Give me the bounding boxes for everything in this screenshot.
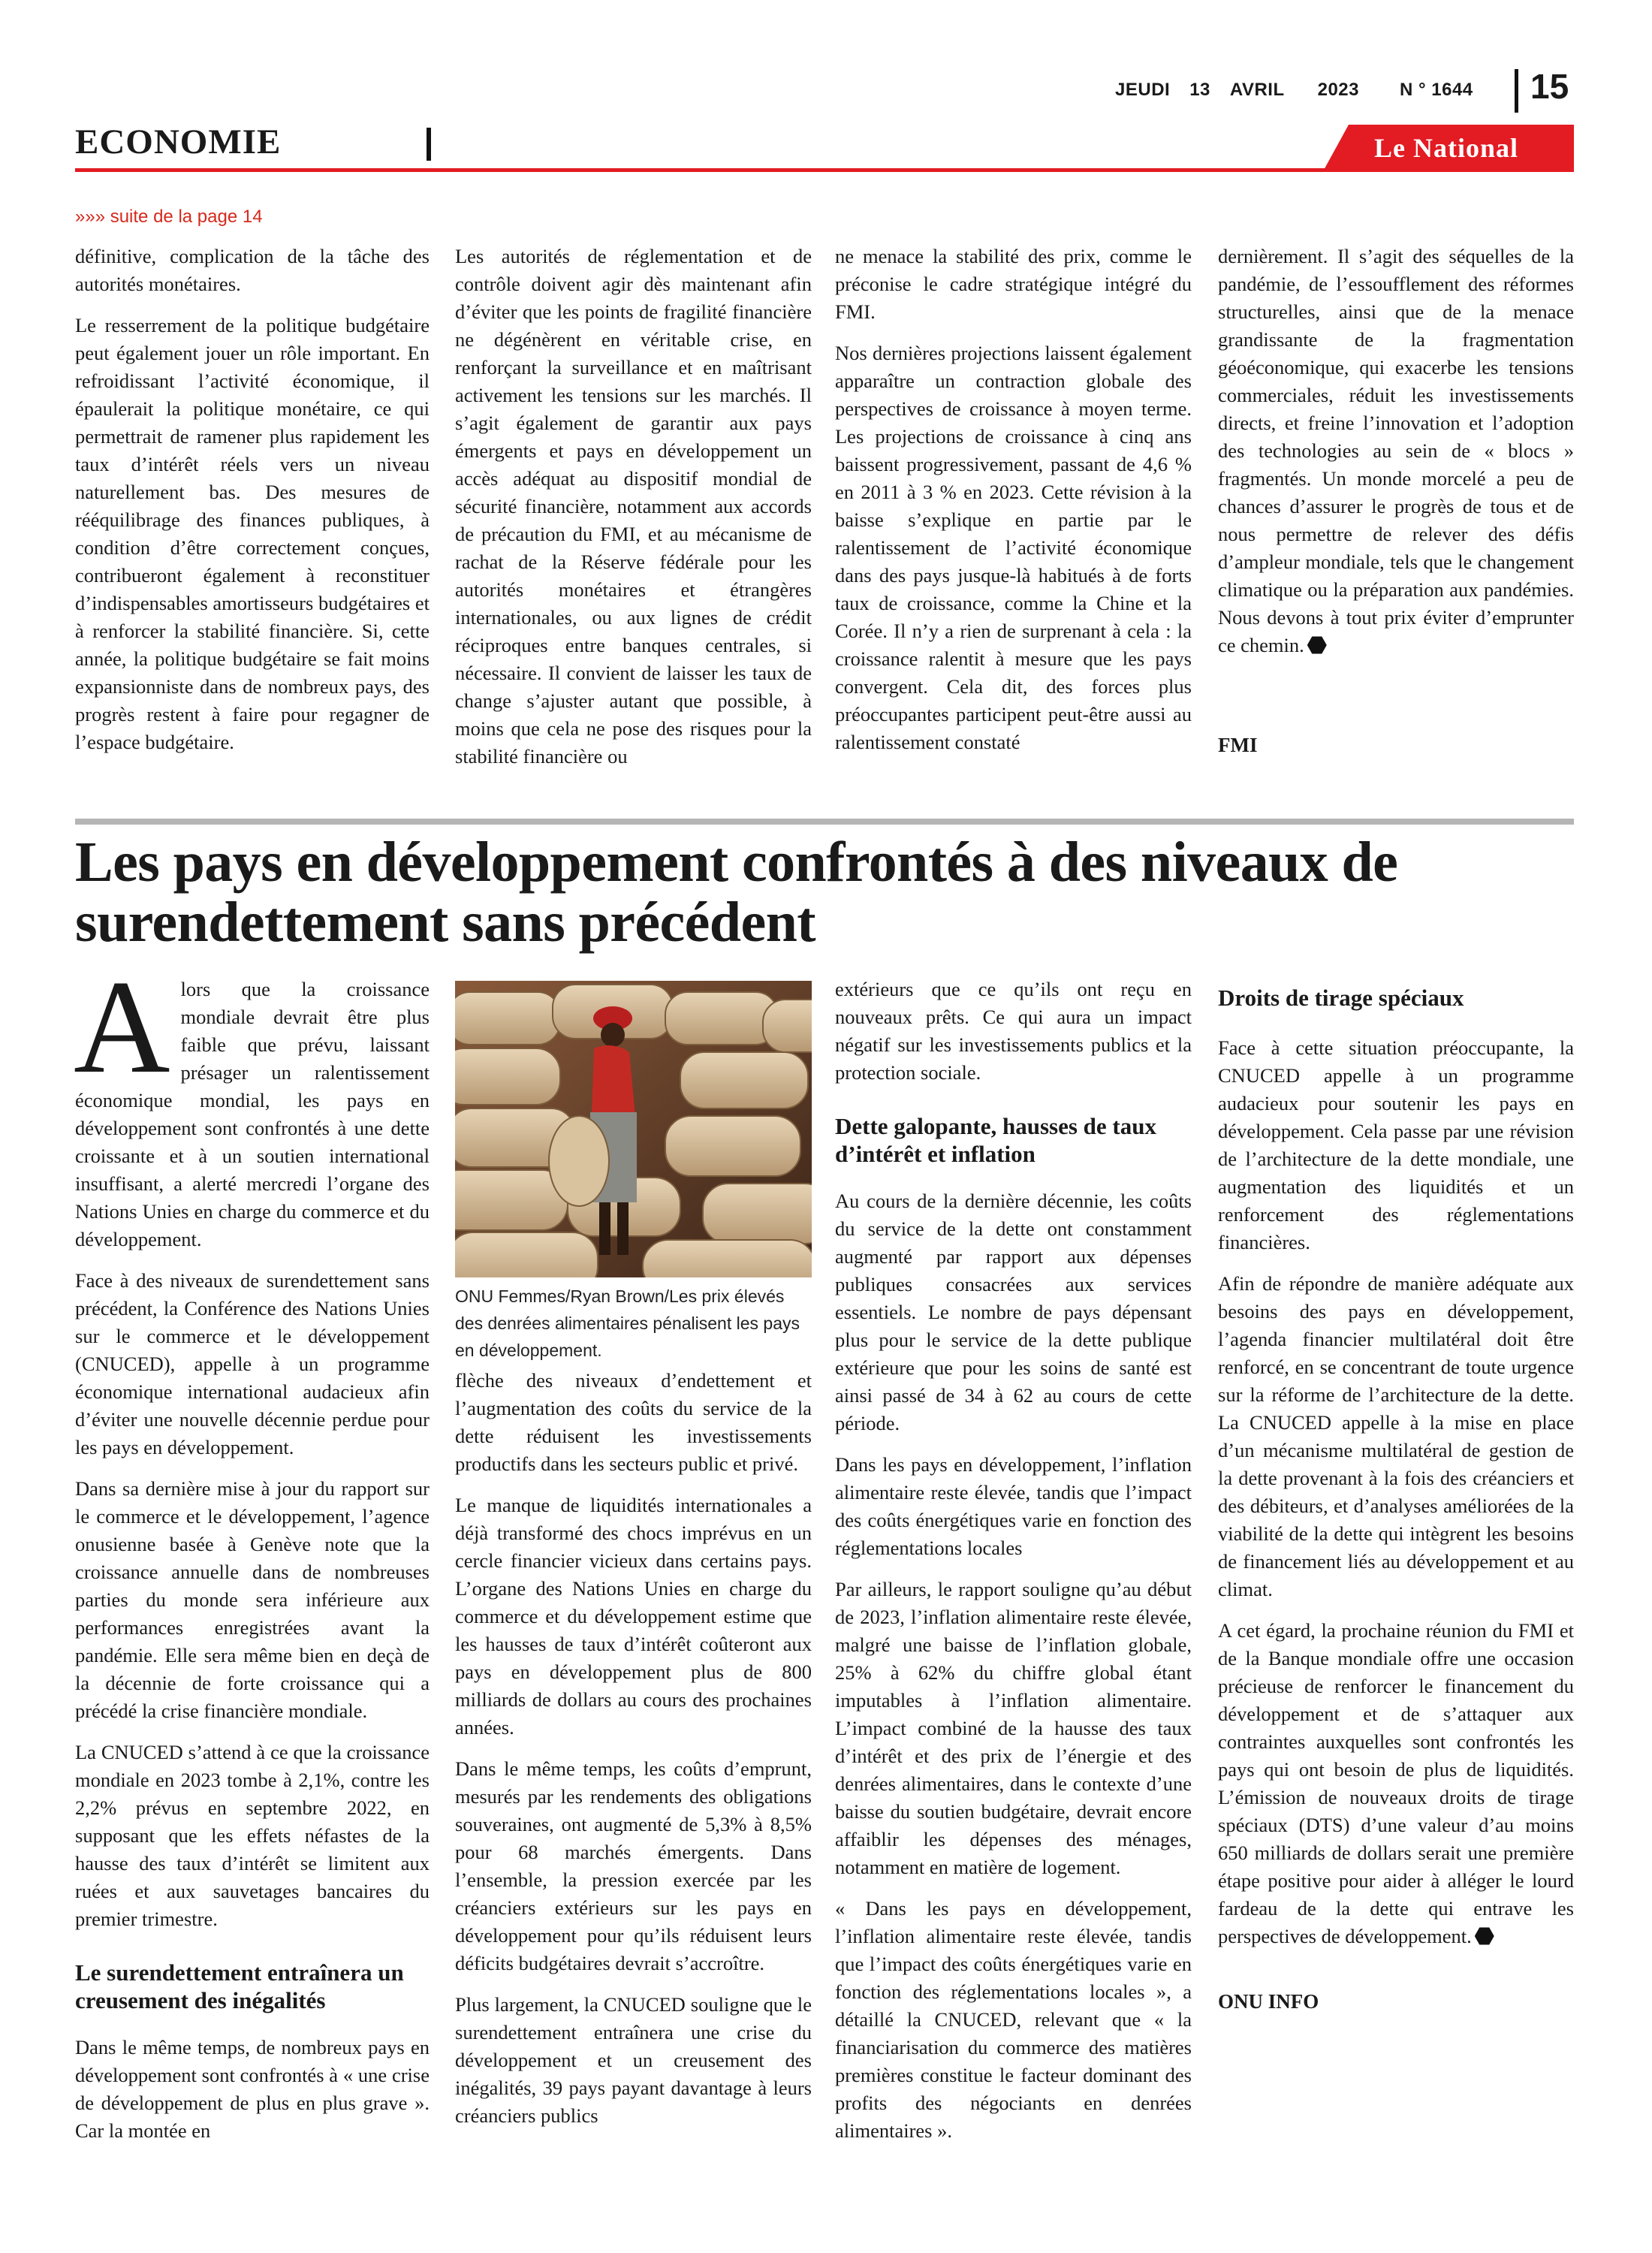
paragraph: Dans le même temps, les coûts d’emprunt, mesurés par les rendements des obligations souveraines, ont augmenté de 5,3% à 8,5% pour 68 marchés émergents. Dans l’ensemble, la pression exercée par les créanciers extérieurs sur les pays en développement pour qu’ils réduisent leurs déficits budgétaires devrait s’accroître. <box>455 1757 812 1974</box>
main-article-column-1 <box>74 952 430 2145</box>
paragraph: flèche des niveaux d’endettement et l’augmentation des coûts du service de la dette réduisent les investissements productifs dans les secteurs public et privé. <box>455 1369 812 1475</box>
page-number-separator <box>1515 69 1518 113</box>
top-article-column-4 <box>1218 243 1574 659</box>
paragraph: Par ailleurs, le rapport souligne qu’au début de 2023, l’inflation alimentaire reste élevée, malgré une baisse de l’inflation globale, 25% à 62% du chiffre global étant imputables à l’inflation alimentaire. L’impact combiné de la hausse des taux d’intérêt et des prix de l’énergie et des denrées alimentaires, dans le contexte d’une baisse du soutien budgétaire, devrait encore affaiblir les dépenses des ménages, notamment en matière de logement. <box>835 1578 1192 1878</box>
paragraph: Plus largement, la CNUCED souligne que le surendettement entraînera une crise du développement et un creusement des inégalités, 39 pays payant davantage à leurs créanciers publics <box>455 1993 812 2127</box>
main-article-column-2 <box>455 1367 812 2130</box>
section-divider <box>427 128 431 161</box>
paragraph: ne menace la stabilité des prix, comme le préconise le cadre stratégique intégré du FMI. <box>835 245 1192 323</box>
subheading: Droits de tirage spéciaux <box>1218 985 1464 1011</box>
paragraph: Face à des niveaux de surendettement sans précédent, la Conférence des Nations Unies sur le commerce et le développement (CNUCED), appelle à un programme économique international audacieux afin d’éviter une nouvelle décennie perdue pour les pays en développement. <box>75 1269 430 1458</box>
article-photo <box>455 981 812 1277</box>
paragraph: Nos dernières projections laissent également apparaître un contraction globale des perspectives de croissance à moyen terme. Les projections de croissance à cinq ans baissent progressivement, passant de 4,6 % en 2011 à 3 % en 2023. Cette révision à la baisse s’explique en partie par le ralentissement de l’activité économique dans des pays jusque-là habitués à de forts taux de croissance, comme la Chine et la Corée. Il n’y a rien de surprenant à cela : la croissance ralentit à mesure que les pays convergent. Cela dit, des forces plus préoccupantes participent peut-être aussi au ralentissement constaté <box>835 342 1192 753</box>
lead-paragraph <box>74 952 430 1253</box>
article-headline: Les pays en développement confrontés à des niveaux de surendettement sans précédent <box>75 831 1398 954</box>
paragraph <box>1218 1617 1574 1950</box>
page-number: 15 <box>1530 67 1569 106</box>
top-article-signature: FMI <box>1218 734 1258 756</box>
paragraph-text: dernièrement. Il s’agit des séquelles de la pandémie, de l’essoufflement des réformes structurelles, ainsi que de la menace grandissante de la fragmentation géoéconomique, qui exacerbe les tensions commerciales, réduit les investissements directs, et freine l’innovation et l’adoption des technologies au sein de « blocs » fragmentés. Un monde morcelé a peu de chances d’assurer le progrès de tous et de nous permettre de relever des défis d’ampleur mondiale, tels que le changement climatique ou la préparation aux pandémies. Nous devons à tout prix éviter d’emprunter ce chemin. <box>1218 245 1574 656</box>
paragraph: « Dans les pays en développement, l’inflation alimentaire reste élevée, tandis que l’impact des coûts énergétiques varie en fonction des réglementations locales », a détaillé la CNUCED, relevant que « la financiarisation du commerce des matières premières constitue le facteur dominant des profits des négociants en denrées alimentaires ». <box>835 1897 1192 2142</box>
issue-date-number: 13 <box>1189 80 1210 100</box>
top-article-column-1 <box>75 243 430 756</box>
issue-month: AVRIL <box>1229 80 1285 100</box>
end-of-article-icon <box>1307 635 1327 655</box>
end-of-article-icon <box>1475 1926 1494 1946</box>
subheading: Dette galopante, hausses de taux d’intérêt et inflation <box>835 1113 1156 1167</box>
paragraph <box>1218 243 1574 659</box>
paragraph: extérieurs que ce qu’ils ont reçu en nouveaux prêts. Ce qui aura un impact négatif sur les investissements publics et la protection sociale. <box>835 978 1192 1084</box>
paragraph: définitive, complication de la tâche des autorités monétaires. <box>75 245 430 295</box>
masthead-title: Le National <box>1374 133 1519 163</box>
issue-date-line <box>1115 80 1536 101</box>
section-title: ECONOMIE <box>75 122 282 161</box>
subheading: Le surendettement entraînera un creusement des inégalités <box>75 1959 404 2013</box>
article-separator <box>75 819 1574 825</box>
paragraph-text: lors que la croissance mondiale devrait être plus faible que prévu, laissant présager un ralentissement économique mondial, les pays en développement sont confrontés à une dette croissante et à un soutien international insuffisant, a alerté mercredi l’organe des Nations Unies en charge du commerce et du développement. <box>75 978 430 1250</box>
main-article-signature: ONU INFO <box>1218 1990 1319 2013</box>
drop-cap: A <box>74 952 170 1101</box>
paragraph: Dans sa dernière mise à jour du rapport sur le commerce et le développement, l’agence onusienne basée à Genève note que la croissance annuelle dans de nombreuses parties du monde sera inférieure aux performances enregistrées avant la pandémie. Elle sera même bien en deçà de la décennie de forte croissance qui a précédé la crise financière mondiale. <box>75 1477 430 1722</box>
paragraph: Face à cette situation préoccupante, la CNUCED appelle à un programme audacieux pour soutenir les pays en développement. Cela passe par une révision de l’architecture de la dette mondiale, une augmentation des liquidités et un renforcement des réglementations financières. <box>1218 1036 1574 1253</box>
paragraph: Le manque de liquidités internationales a déjà transformé des chocs imprévus en un cercle financier vicieux dans certains pays. L’organe des Nations Unies en charge du commerce et du développement estime que les hausses de taux d’intérêt coûteront aux pays en développement plus de 800 milliards de dollars au cours des prochaines années. <box>455 1494 812 1739</box>
top-article-column-3 <box>835 243 1192 756</box>
photo-caption: ONU Femmes/Ryan Brown/Les prix élevés des denrées alimentaires pénalisent les pays en développement. <box>455 1286 800 1360</box>
paragraph: Au cours de la dernière décennie, les coûts du service de la dette ont constamment augmenté par rapport aux dépenses publiques consacrées aux services essentiels. Le nombre de pays dépensant plus pour le service de la dette publique extérieure que pour les soins de santé est ainsi passé de 34 à 62 au cours de cette période. <box>835 1190 1192 1434</box>
paragraph: Afin de répondre de manière adéquate aux besoins des pays en développement, l’agenda financier multilatéral doit être renforcé, en se concentrant de toute urgence sur la réforme de l’architecture de la dette. La CNUCED appelle à la mise en place d’un mécanisme multilatéral de gestion de la dette provenant à la fois des créanciers et des débiteurs, et d’analyses améliorées de la viabilité de la dette qui intègrent les besoins de financement liés au développement et au climat. <box>1218 1272 1574 1600</box>
issue-number: N ° 1644 <box>1400 80 1473 100</box>
paragraph: Les autorités de réglementation et de contrôle doivent agir dès maintenant afin d’éviter que les points de fragilité financière ne dégénèrent en véritable crise, en renforçant la surveillance et en maîtrisant activement les tensions sur les marchés. Il s’agit également de garantir aux pays émergents et pays en développement un accès adéquat au dispositif mondial de sécurité financière, notamment aux accords de précaution du FMI, et au mécanisme de rachat de la Réserve fédérale pour les autorités monétaires et étrangères internationales, ou aux lignes de crédit réciproques entre banques centrales, si nécessaire. Il convient de laisser les taux de change s’ajuster autant que possible, à moins que cela ne pose des risques pour la stabilité financière ou <box>455 245 812 768</box>
paragraph: Dans le même temps, de nombreux pays en développement sont confrontés à « une crise de développement de plus en plus grave ». Car la montée en <box>75 2036 430 2142</box>
paragraph: Dans les pays en développement, l’inflation alimentaire reste élevée, tandis que l’impact des coûts énergétiques varie en fonction des réglementations locales <box>835 1453 1192 1559</box>
paragraph-text: A cet égard, la prochaine réunion du FMI et de la Banque mondiale offre une occasion précieuse de renforcer le financement du développement et de s’attaquer aux contraintes auxquelles sont confrontés les pays qui ont besoin de plus de liquidités. L’émission de nouveaux droits de tirage spéciaux (DTS) d’une valeur d’au moins 650 milliards de dollars serait une première étape positive pour aider à alléger le lourd fardeau de la dette qui entrave les perspectives de développement. <box>1218 1619 1574 1947</box>
paragraph: Le resserrement de la politique budgétaire peut également jouer un rôle important. En refroidissant l’activité économique, il épaulerait la politique monétaire, ce qui permettrait de ramener plus rapidement les taux d’intérêt réels vers un niveau naturellement bas. Des mesures de rééquilibrage des finances publiques, à condition d’être correctement conçues, contribueront également à reconstituer d’indispensables amortisseurs budgétaires et à renforcer la stabilité financière. Si, cette année, la politique budgétaire se fait moins expansionniste dans de nombreux pays, des progrès restent à faire pour regagner de l’espace budgétaire. <box>75 314 430 753</box>
main-article-column-4 <box>1218 984 1574 2016</box>
issue-day: JEUDI <box>1115 80 1171 100</box>
issue-year: 2023 <box>1317 80 1359 100</box>
continued-from-label: »»» suite de la page 14 <box>75 207 263 227</box>
top-article-column-2 <box>455 243 812 771</box>
paragraph: La CNUCED s’attend à ce que la croissance mondiale en 2023 tombe à 2,1%, contre les 2,2% prévus en septembre 2022, en supposant que les effets néfastes de la hausse des taux d’intérêt se limitent aux ruées et aux sauvetages bancaires du premier trimestre. <box>75 1741 430 1930</box>
main-article-column-3 <box>835 976 1192 2145</box>
